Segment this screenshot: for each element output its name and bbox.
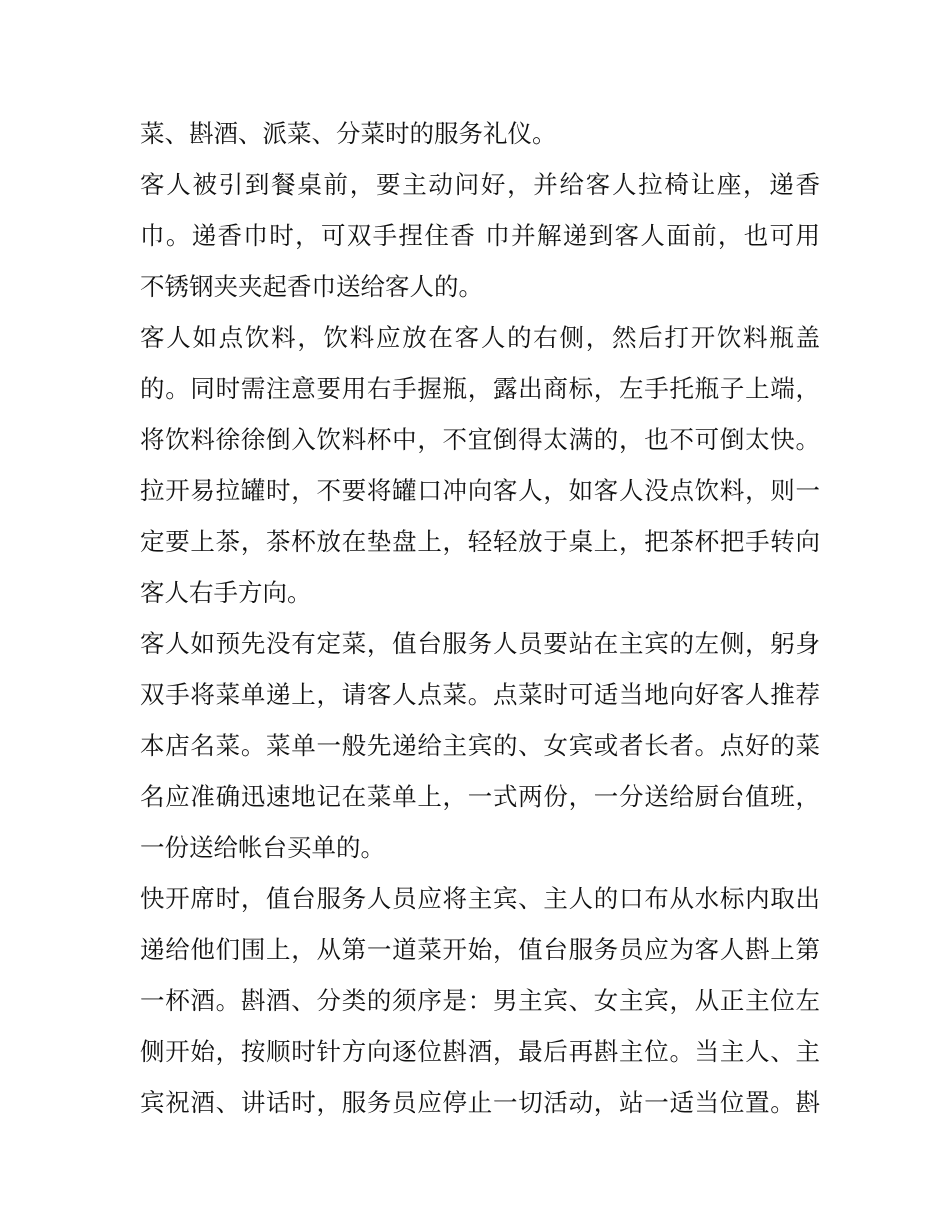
text-line: 的。同时需注意要用右手握瓶，露出商标，左手托瓶子上端， [140, 374, 820, 403]
text-line: 宾祝酒、讲话时，服务员应停止一切活动，站一适当位置。斟 [140, 1088, 820, 1117]
text-line: 巾。递香巾时，可双手捏住香 巾并解递到客人面前，也可用 [140, 221, 820, 250]
text-line: 一份送给帐台买单的。 [140, 833, 385, 862]
text-line: 名应准确迅速地记在菜单上，一式两份，一分送给厨台值班， [140, 782, 820, 811]
document-body [140, 108, 820, 1128]
text-line: 拉开易拉罐时，不要将罐口冲向客人，如客人没点饮料，则一 [140, 476, 820, 505]
text-line: 本店名菜。菜单一般先递给主宾的、女宾或者长者。点好的菜 [140, 731, 820, 760]
text-line: 菜、斟酒、派菜、分菜时的服务礼仪。 [140, 119, 557, 148]
text-line: 客人右手方向。 [140, 578, 312, 607]
text-line: 定要上茶，茶杯放在垫盘上，轻轻放于桌上，把茶杯把手转向 [140, 527, 820, 556]
text-line: 不锈钢夹夹起香巾送给客人的。 [140, 272, 483, 301]
text-line: 双手将菜单递上，请客人点菜。点菜时可适当地向好客人推荐 [140, 680, 820, 709]
text-line: 客人被引到餐桌前，要主动问好，并给客人拉椅让座，递香 [140, 170, 820, 199]
text-line: 客人如预先没有定菜，值台服务人员要站在主宾的左侧，躬身 [140, 629, 820, 658]
text-line: 递给他们围上，从第一道菜开始，值台服务员应为客人斟上第 [140, 935, 820, 964]
text-line: 快开席时，值台服务人员应将主宾、主人的口布从水标内取出 [140, 884, 820, 913]
text-line: 将饮料徐徐倒入饮料杯中，不宜倒得太满的，也不可倒太快。 [140, 425, 820, 454]
text-line: 一杯酒。斟酒、分类的须序是：男主宾、女主宾，从正主位左 [140, 986, 820, 1015]
text-line: 侧开始，按顺时针方向逐位斟酒，最后再斟主位。当主人、主 [140, 1037, 820, 1066]
text-line: 客人如点饮料，饮料应放在客人的右侧，然后打开饮料瓶盖 [140, 323, 820, 352]
